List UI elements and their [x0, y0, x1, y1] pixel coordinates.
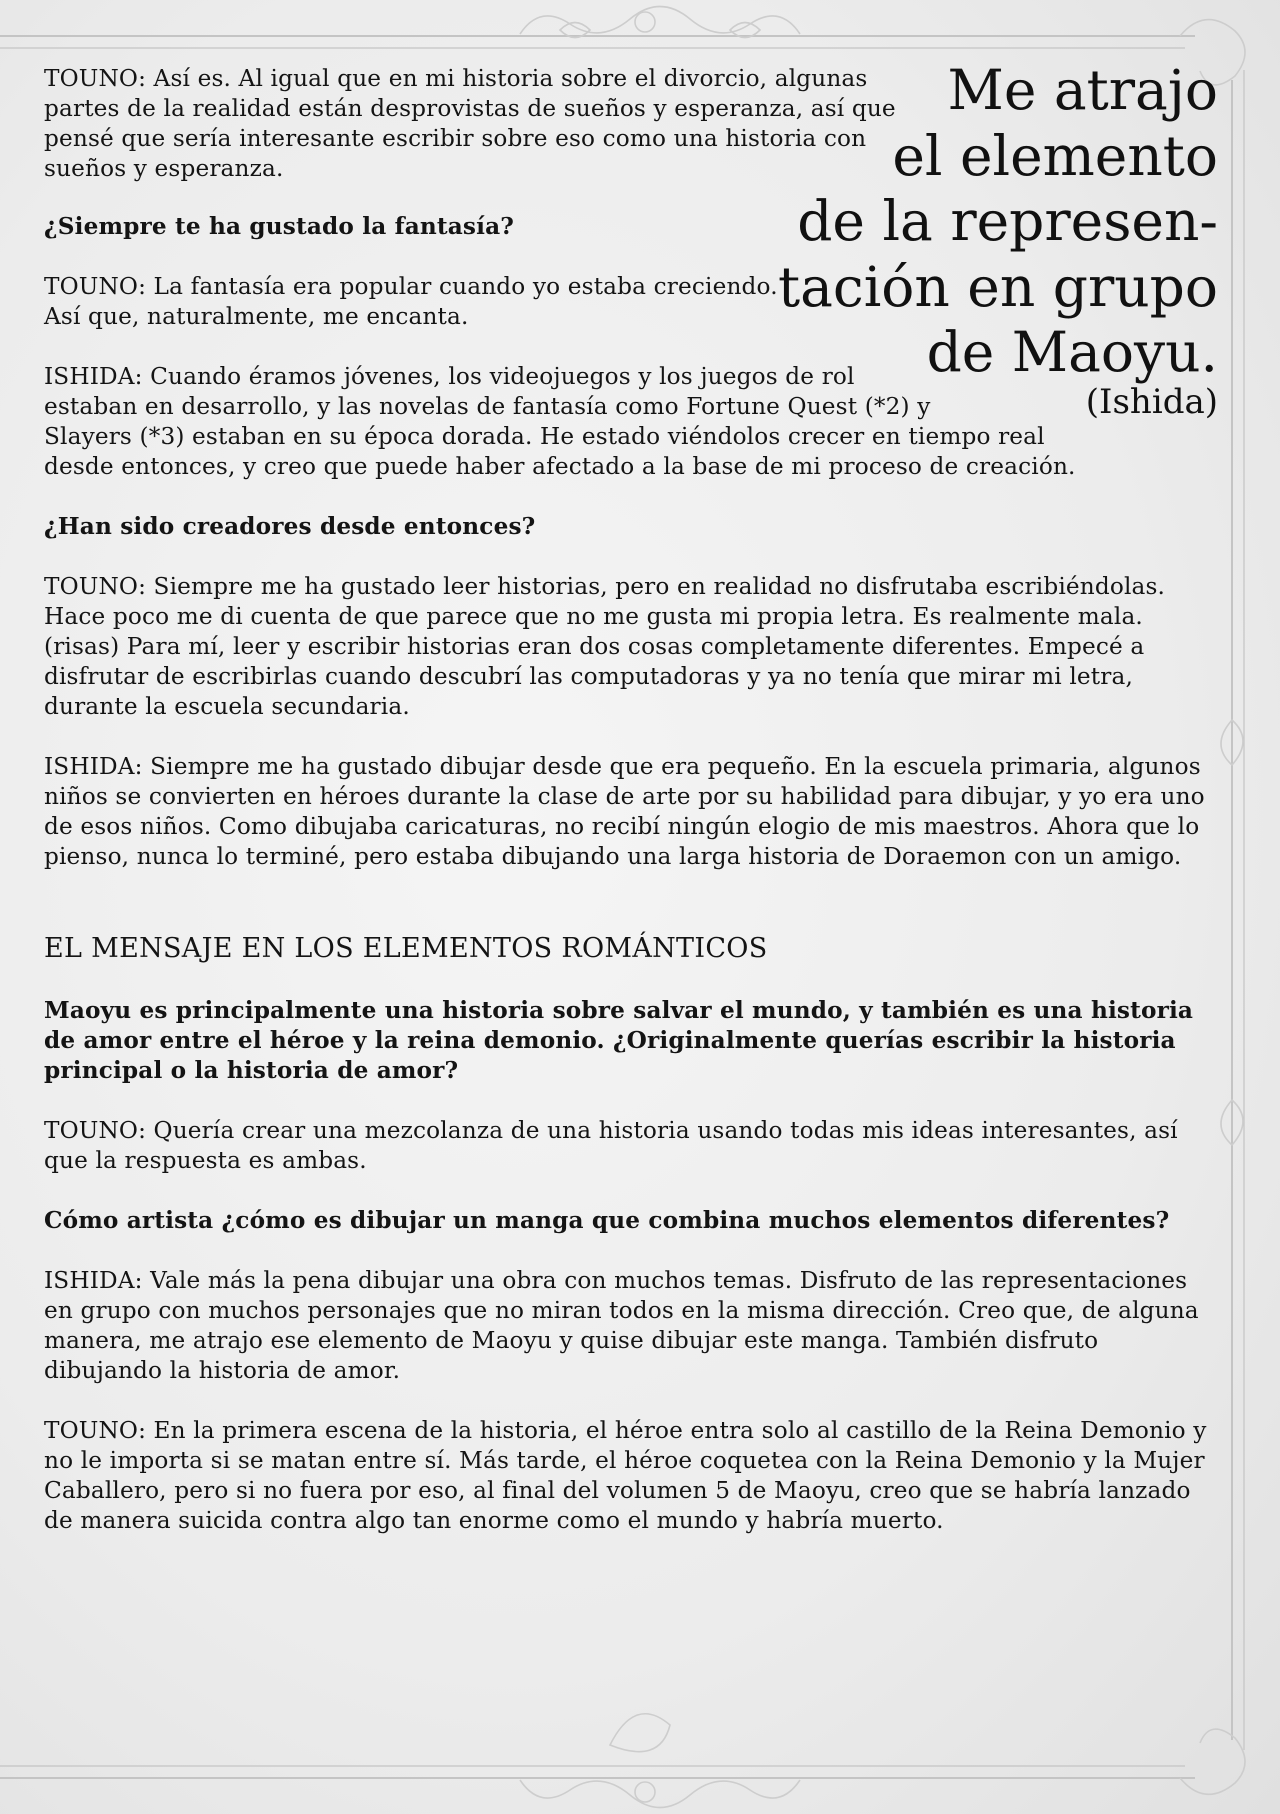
text-line: Slayers (*3) estaban en su época dorada. He estado viéndolos crecer en tiempo real	[44, 423, 1045, 450]
text-line: sueños y esperanza.	[44, 155, 284, 182]
pull-quote-line: de la represen-	[797, 189, 1218, 253]
text-line: desde entonces, y creo que puede haber afectado a la base de mi proceso de creación.	[44, 453, 1076, 480]
text-line: pensé que sería interesante escribir sobre eso como una historia con	[44, 125, 867, 152]
question-romance: Maoyu es principalmente una historia sobre salvar el mundo, y también es una historia de amor entre el héroe y la reina demonio. ¿Originalmente querías escribir la historia principal o la historia de amor?	[44, 997, 1194, 1084]
text-line: ¿Siempre te ha gustado la fantasía?	[44, 213, 515, 240]
touno-answer-romance: TOUNO: Quería crear una mezcolanza de una historia usando todas mis ideas interesantes, así que la respuesta es ambas.	[44, 1117, 1178, 1174]
pull-quote-line: de Maoyu.	[926, 320, 1218, 384]
text-line: TOUNO: La fantasía era popular cuando yo estaba creciendo.	[44, 273, 778, 300]
section-heading: EL MENSAJE EN LOS ELEMENTOS ROMÁNTICOS	[44, 933, 768, 964]
touno-answer-fantasy	[44, 272, 1214, 332]
text-line: estaban en desarrollo, y las novelas de fantasía como Fortune Quest (*2) y	[44, 393, 931, 420]
pull-quote-line: el elemento	[892, 123, 1218, 188]
question-artist: Cómo artista ¿cómo es dibujar un manga que combina muchos elementos diferentes?	[44, 1207, 1170, 1234]
touno-answer-creators: TOUNO: Siempre me ha gustado leer historias, pero en realidad no disfrutaba escribiéndolas. Hace poco me di cuenta de que parece que no me gusta mi propia letra. Es realmente mala. (risas) Para mí, leer y escribir historias eran dos cosas completamente diferentes. Empecé a disfrutar de escribirlas cuando descubrí las computadoras y ya no tenía que mirar mi letra, durante la escuela secundaria.	[44, 573, 1166, 720]
text-line: partes de la realidad están desprovistas de sueños y esperanza, así que	[44, 95, 896, 122]
text-line: Así que, naturalmente, me encanta.	[44, 303, 469, 330]
text-line: TOUNO: Así es. Al igual que en mi historia sobre el divorcio, algunas	[44, 65, 868, 92]
text-line: ISHIDA: Cuando éramos jóvenes, los videojuegos y los juegos de rol	[44, 363, 855, 390]
ishida-answer-artist: ISHIDA: Vale más la pena dibujar una obra con muchos temas. Disfruto de las representaciones en grupo con muchos personajes que no miran todos en la misma dirección. Creo que, de alguna manera, me atrajo ese elemento de Maoyu y quise dibujar este manga. También disfruto dibujando la historia de amor.	[44, 1267, 1199, 1384]
touno-answer-hero: TOUNO: En la primera escena de la historia, el héroe entra solo al castillo de la Reina Demonio y no le importa si se matan entre sí. Más tarde, el héroe coquetea con la Reina Demonio y la Mujer Caballero, pero si no fuera por eso, al final del volumen 5 de Maoyu, creo que se habría lanzado de manera suicida contra algo tan enorme como el mundo y habría muerto.	[44, 1417, 1207, 1534]
ishida-answer-creators: ISHIDA: Siempre me ha gustado dibujar desde que era pequeño. En la escuela primaria, algunos niños se convierten en héroes durante la clase de arte por su habilidad para dibujar, y yo era uno de esos niños. Como dibujaba caricaturas, no recibí ningún elogio de mis maestros. Ahora que lo pienso, nunca lo terminé, pero estaba dibujando una larga historia de Doraemon con un amigo.	[44, 753, 1205, 870]
pull-quote-line: Me atrajo	[947, 58, 1218, 122]
ishida-answer-fantasy	[44, 362, 1214, 482]
pull-quote-line: tación en grupo	[778, 254, 1218, 319]
touno-answer-dreams	[44, 64, 1214, 184]
question-fantasy	[44, 212, 1214, 242]
pull-quote-author: (Ishida)	[1085, 381, 1218, 422]
question-creators: ¿Han sido creadores desde entonces?	[44, 513, 536, 540]
